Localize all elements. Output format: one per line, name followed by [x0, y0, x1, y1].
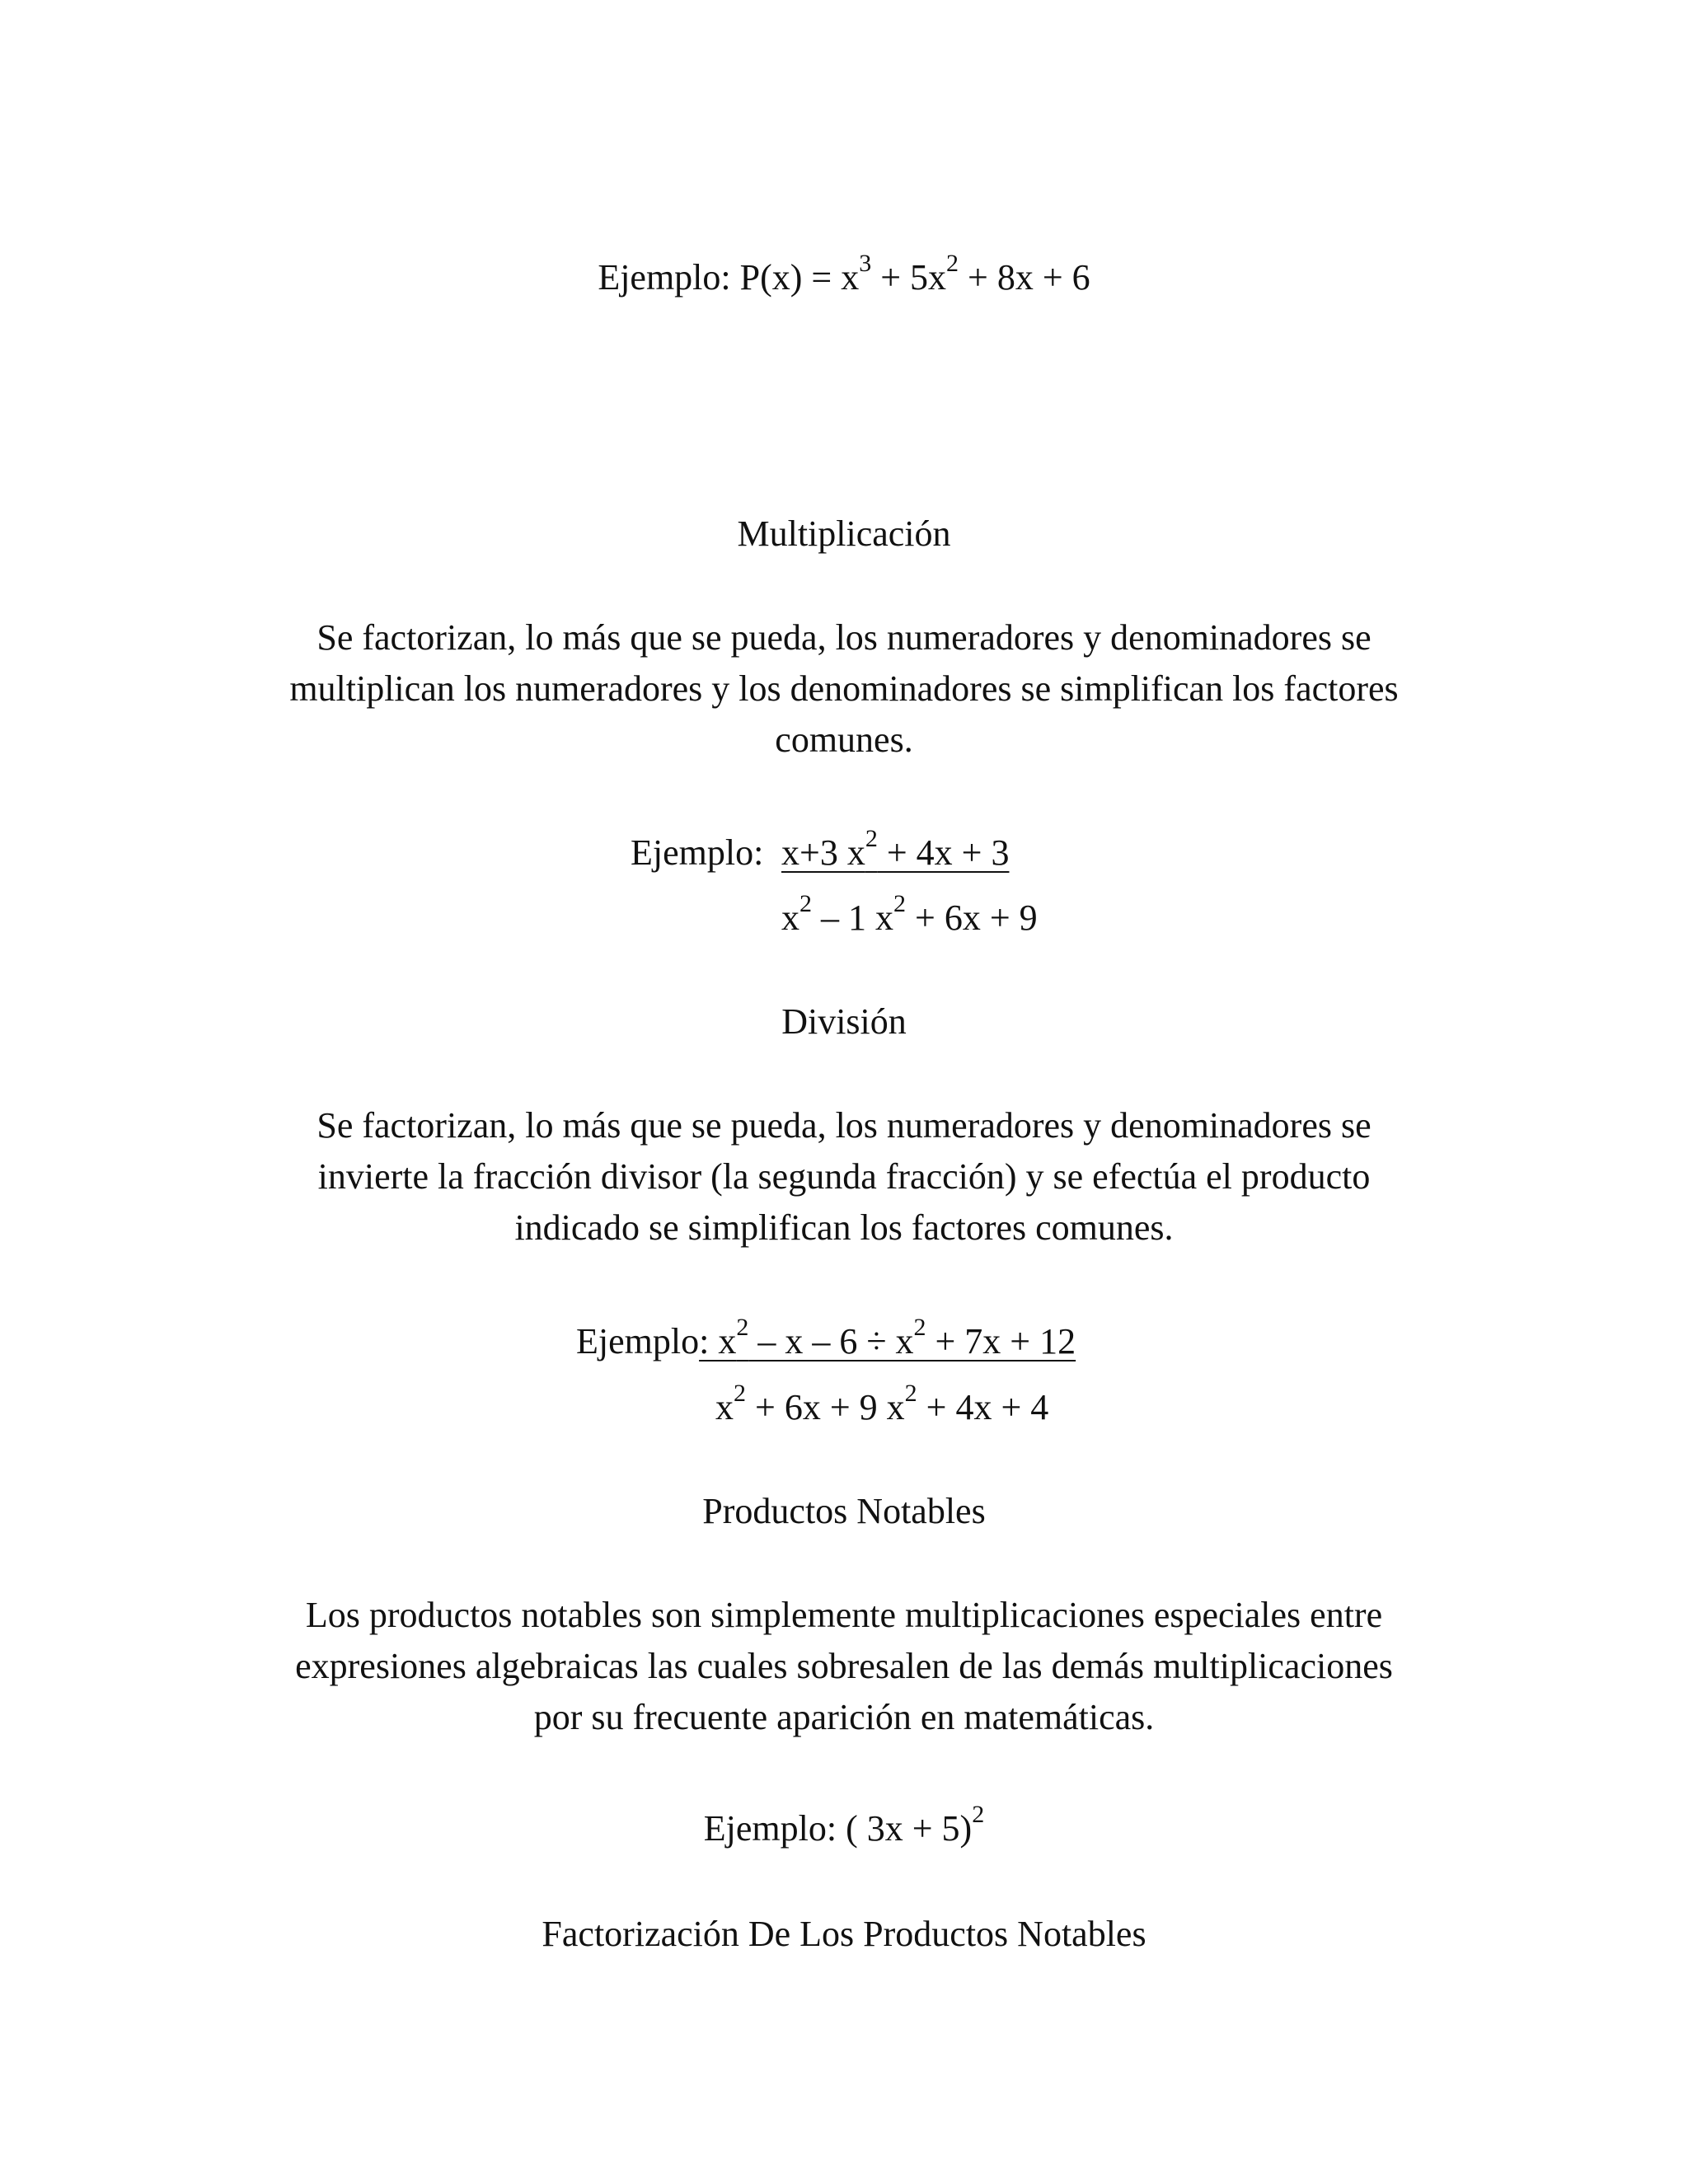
- multiplication-para-line-3: comunes.: [775, 719, 913, 760]
- division-example-denominator: $x^2 + 6x + 9$ $x^2 + 4x + 4$: [715, 1380, 1049, 1427]
- division-para-line-1: Se factorizan, lo más que se pueda, los numeradores y denominadores se: [316, 1105, 1372, 1146]
- multiplication-para-line-2: multiplican los numeradores y los denominadores se simplifican los factores: [289, 668, 1399, 709]
- multiplication-heading: Multiplicación: [737, 513, 951, 554]
- notable-para-line-2: expresiones algebraicas las cuales sobresalen de las demás multiplicaciones: [295, 1646, 1393, 1686]
- division-para-line-2: invierte la fracción divisor (la segunda fracción) y se efectúa el producto: [317, 1156, 1371, 1197]
- notable-example: Ejemplo: ( 3x + 5)$^2$: [703, 1801, 985, 1849]
- factorization-heading: Factorización De Los Productos Notables: [542, 1914, 1146, 1954]
- multiplication-example-numerator: x+3 $x^2 + 4x + 3$: [781, 825, 1010, 873]
- multiplication-para-line-1: Se factorizan, lo más que se pueda, los numeradores y denominadores se: [316, 617, 1372, 658]
- division-example-numerator: : $x^2 - x - 6 \div x^2 + 7x + 12$: [699, 1314, 1076, 1361]
- division-example: [576, 1316, 1076, 1367]
- division-para-line-3: indicado se simplifican los factores comunes.: [514, 1207, 1174, 1248]
- notable-para-line-3: por su frecuente aparición en matemáticas.: [533, 1697, 1155, 1737]
- multiplication-example-label: Ejemplo:: [631, 832, 764, 873]
- division-example-label: Ejemplo: [576, 1321, 700, 1361]
- notable-products-heading: Productos Notables: [702, 1491, 986, 1531]
- notable-para-line-1: Los productos notables son simplemente multiplicaciones especiales entre: [305, 1595, 1383, 1635]
- division-heading: División: [781, 1001, 907, 1042]
- multiplication-example-denominator: $x^2 - 1$ $x^2 + 6x + 9$: [781, 890, 1038, 938]
- example-polynomial: Ejemplo: $P(x) = x^3 + 5x^2 + 8x + 6$: [598, 250, 1090, 298]
